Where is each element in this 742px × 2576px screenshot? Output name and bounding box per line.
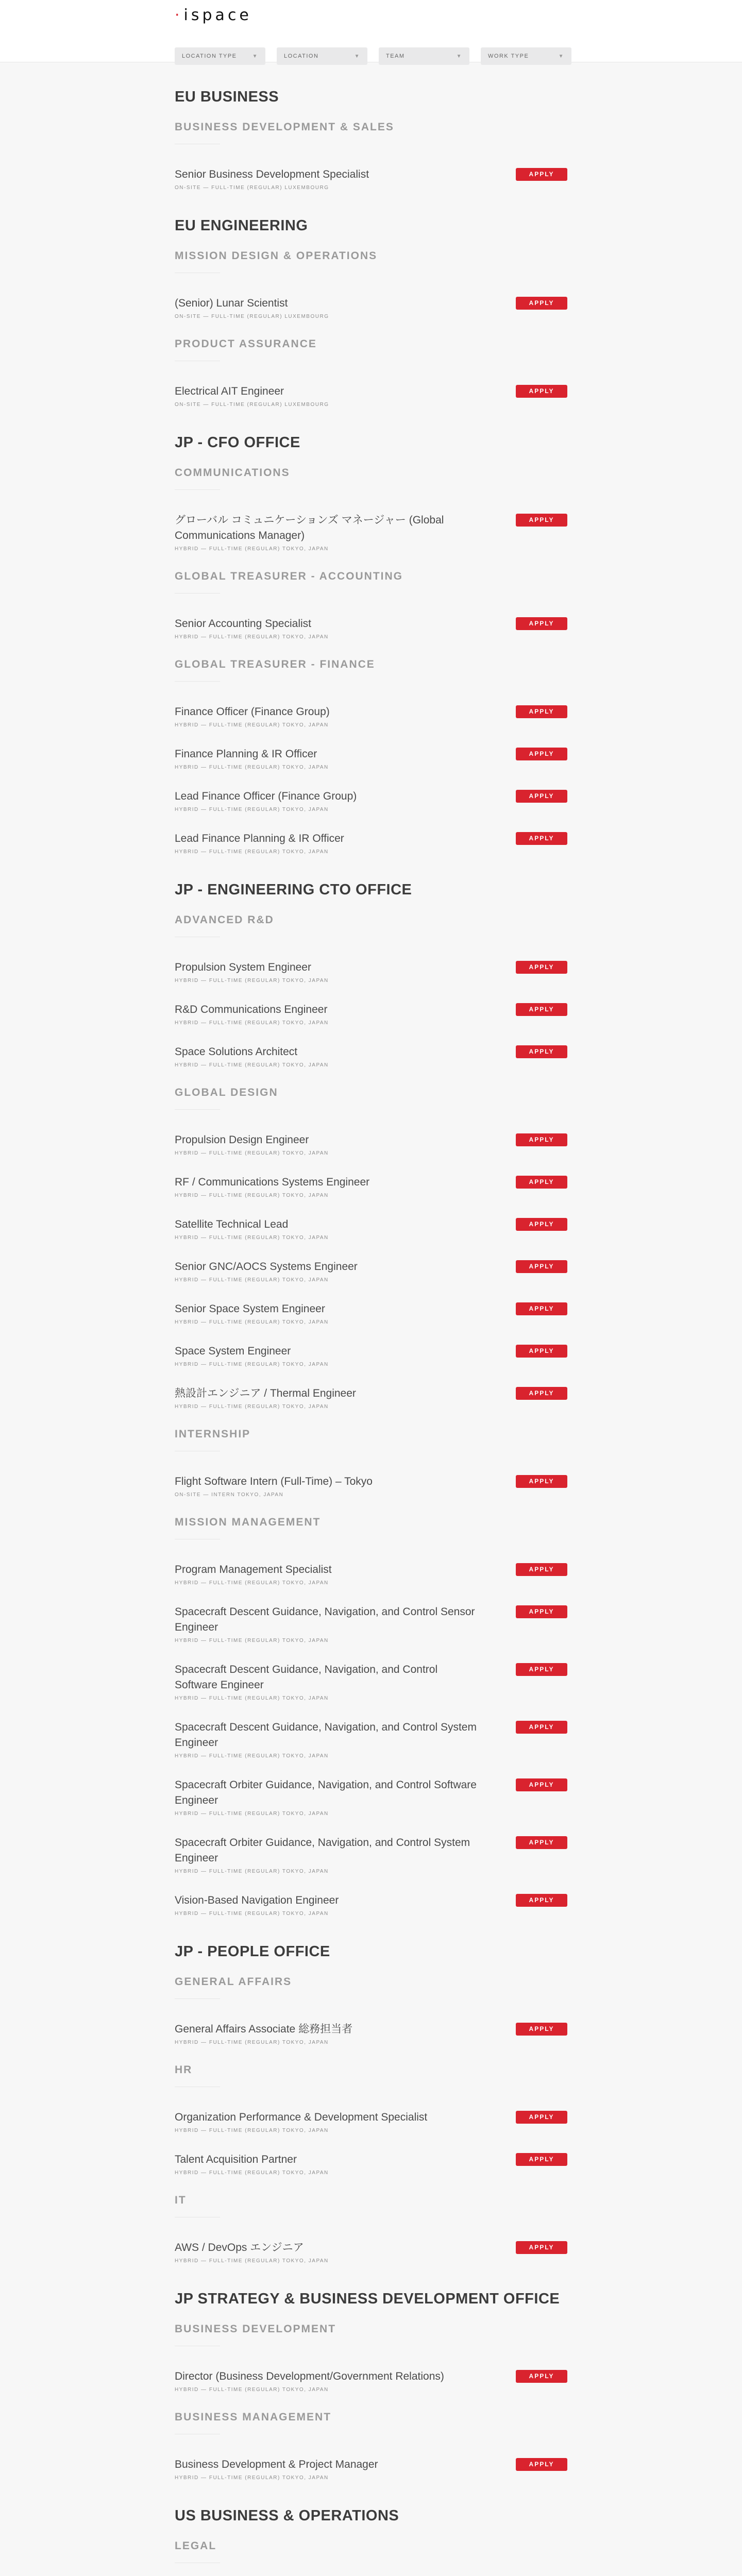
- team-heading: GLOBAL TREASURER - FINANCE: [175, 658, 567, 682]
- job-posting: [175, 704, 567, 728]
- job-meta: HYBRID — FULL-TIME (REGULAR) TOKYO, JAPAN: [175, 1869, 329, 1874]
- job-posting: [175, 747, 567, 770]
- job-posting: [175, 1662, 567, 1701]
- job-meta: HYBRID — FULL-TIME (REGULAR) TOKYO, JAPAN: [175, 1753, 329, 1759]
- department-heading: JP - ENGINEERING CTO OFFICE: [175, 882, 412, 898]
- job-posting-info: [175, 1604, 479, 1643]
- job-posting: [175, 1217, 567, 1241]
- apply-button[interactable]: APPLY: [516, 705, 567, 718]
- job-meta: HYBRID — FULL-TIME (REGULAR) TOKYO, JAPAN: [175, 849, 329, 855]
- job-title-link[interactable]: R&D Communications Engineer: [175, 1004, 328, 1015]
- team-heading: LEGAL: [175, 2540, 567, 2563]
- job-posting: [175, 2369, 567, 2393]
- job-posting: [175, 1301, 567, 1325]
- job-meta: HYBRID — FULL-TIME (REGULAR) TOKYO, JAPAN: [175, 1193, 329, 1198]
- filter-label: LOCATION TYPE: [182, 53, 237, 59]
- apply-button[interactable]: APPLY: [516, 1345, 567, 1358]
- job-posting: [175, 2240, 567, 2264]
- job-title-link[interactable]: (Senior) Lunar Scientist: [175, 297, 288, 309]
- job-posting-info: [175, 2152, 479, 2176]
- job-meta: HYBRID — FULL-TIME (REGULAR) TOKYO, JAPAN: [175, 1580, 329, 1586]
- job-posting-info: [175, 616, 479, 640]
- apply-button[interactable]: APPLY: [516, 2370, 567, 2383]
- job-title-link[interactable]: Senior Space System Engineer: [175, 1303, 325, 1315]
- apply-button[interactable]: APPLY: [516, 832, 567, 845]
- team-heading: IT: [175, 2194, 567, 2217]
- job-title-link[interactable]: Lead Finance Officer (Finance Group): [175, 790, 357, 802]
- job-meta: HYBRID — FULL-TIME (REGULAR) TOKYO, JAPAN: [175, 546, 329, 552]
- job-posting-info: [175, 1835, 479, 1874]
- job-posting-info: [175, 1386, 479, 1410]
- job-title-link[interactable]: Finance Planning & IR Officer: [175, 748, 317, 760]
- job-posting: [175, 960, 567, 984]
- chevron-down-icon: ▼: [252, 53, 258, 59]
- job-posting: [175, 2152, 567, 2176]
- job-meta: HYBRID — FULL-TIME (REGULAR) TOKYO, JAPAN: [175, 1911, 329, 1917]
- apply-button[interactable]: APPLY: [516, 1563, 567, 1576]
- apply-button[interactable]: APPLY: [516, 961, 567, 974]
- job-meta: HYBRID — FULL-TIME (REGULAR) TOKYO, JAPAN: [175, 1150, 329, 1156]
- logo-accent-dot: ·: [175, 6, 183, 24]
- job-meta: HYBRID — FULL-TIME (REGULAR) TOKYO, JAPAN: [175, 722, 329, 728]
- apply-button[interactable]: APPLY: [516, 617, 567, 630]
- job-posting: [175, 513, 567, 552]
- job-posting-info: [175, 513, 479, 552]
- company-logo[interactable]: [175, 6, 252, 24]
- apply-button[interactable]: APPLY: [516, 514, 567, 527]
- department-heading: EU BUSINESS: [175, 89, 279, 105]
- job-meta: HYBRID — FULL-TIME (REGULAR) TOKYO, JAPAN: [175, 1062, 329, 1068]
- job-meta: HYBRID — FULL-TIME (REGULAR) TOKYO, JAPAN: [175, 1696, 329, 1701]
- job-posting-info: [175, 1301, 479, 1325]
- job-posting: [175, 1002, 567, 1026]
- apply-button[interactable]: APPLY: [516, 2241, 567, 2254]
- job-posting-info: [175, 1777, 479, 1817]
- job-posting-info: [175, 2110, 479, 2133]
- logo-text: ispace: [183, 6, 252, 24]
- team-heading: MISSION MANAGEMENT: [175, 1516, 567, 1539]
- team-heading: PRODUCT ASSURANCE: [175, 338, 567, 361]
- apply-button[interactable]: APPLY: [516, 1133, 567, 1146]
- job-title-link[interactable]: Flight Software Intern (Full-Time) – Tokyo: [175, 1476, 373, 1487]
- job-title-link[interactable]: Spacecraft Orbiter Guidance, Navigation, and Control System Engineer: [175, 1837, 470, 1864]
- apply-button[interactable]: APPLY: [516, 2153, 567, 2166]
- job-title-link[interactable]: Lead Finance Planning & IR Officer: [175, 833, 344, 844]
- job-title-link[interactable]: Senior Accounting Specialist: [175, 618, 311, 630]
- job-meta: ON-SITE — INTERN TOKYO, JAPAN: [175, 1492, 284, 1498]
- job-title-link[interactable]: Organization Performance & Development Specialist: [175, 2111, 428, 2123]
- team-heading: MISSION DESIGN & OPERATIONS: [175, 250, 567, 273]
- department-heading: JP - CFO OFFICE: [175, 434, 300, 451]
- job-posting-info: [175, 831, 479, 855]
- job-title-link[interactable]: Electrical AIT Engineer: [175, 385, 284, 397]
- job-title-link[interactable]: Propulsion Design Engineer: [175, 1134, 309, 1146]
- job-title-link[interactable]: Spacecraft Orbiter Guidance, Navigation, and Control Software Engineer: [175, 1779, 477, 1806]
- job-title-link[interactable]: Spacecraft Descent Guidance, Navigation, and Control Software Engineer: [175, 1664, 438, 1691]
- apply-button[interactable]: APPLY: [516, 385, 567, 398]
- job-posting: [175, 1835, 567, 1874]
- apply-button[interactable]: APPLY: [516, 2111, 567, 2124]
- job-title-link[interactable]: RF / Communications Systems Engineer: [175, 1176, 370, 1188]
- apply-button[interactable]: APPLY: [516, 2458, 567, 2471]
- apply-button[interactable]: APPLY: [516, 1475, 567, 1488]
- job-posting-info: [175, 1002, 479, 1026]
- team-heading: GLOBAL TREASURER - ACCOUNTING: [175, 570, 567, 594]
- team-heading: BUSINESS DEVELOPMENT & SALES: [175, 121, 567, 144]
- job-meta: HYBRID — FULL-TIME (REGULAR) TOKYO, JAPAN: [175, 2128, 329, 2133]
- job-posting: [175, 2457, 567, 2481]
- job-title-link[interactable]: Space System Engineer: [175, 1345, 291, 1357]
- apply-button[interactable]: APPLY: [516, 1218, 567, 1231]
- job-posting-info: [175, 960, 479, 984]
- job-posting-info: [175, 1344, 479, 1367]
- job-title-link[interactable]: Business Development & Project Manager: [175, 2459, 378, 2470]
- job-posting: [175, 384, 567, 408]
- job-posting-info: [175, 1562, 479, 1586]
- department-heading: JP STRATEGY & BUSINESS DEVELOPMENT OFFICE: [175, 2291, 560, 2307]
- job-title-link[interactable]: 熱設計エンジニア / Thermal Engineer: [175, 1387, 356, 1399]
- job-posting-info: [175, 384, 479, 408]
- job-posting: [175, 2110, 567, 2133]
- job-posting-info: [175, 1175, 479, 1198]
- job-meta: HYBRID — FULL-TIME (REGULAR) TOKYO, JAPAN: [175, 2475, 329, 2481]
- apply-button[interactable]: APPLY: [516, 748, 567, 760]
- team-heading: COMMUNICATIONS: [175, 467, 567, 490]
- job-title-link[interactable]: Director (Business Development/Government Relations): [175, 2370, 444, 2382]
- job-posting-info: [175, 1474, 479, 1498]
- job-posting: [175, 1044, 567, 1068]
- job-meta: HYBRID — FULL-TIME (REGULAR) TOKYO, JAPAN: [175, 1020, 329, 1026]
- job-title-link[interactable]: Program Management Specialist: [175, 1564, 332, 1575]
- job-posting: [175, 1893, 567, 1917]
- apply-button[interactable]: APPLY: [516, 1894, 567, 1907]
- chevron-down-icon: ▼: [456, 53, 462, 59]
- job-meta: HYBRID — FULL-TIME (REGULAR) TOKYO, JAPAN: [175, 1235, 329, 1241]
- apply-button[interactable]: APPLY: [516, 297, 567, 310]
- apply-button[interactable]: APPLY: [516, 1045, 567, 1058]
- job-posting: [175, 167, 567, 191]
- filter-label: LOCATION: [284, 53, 319, 59]
- job-title-link[interactable]: Spacecraft Descent Guidance, Navigation, and Control Sensor Engineer: [175, 1606, 475, 1633]
- job-posting: [175, 1562, 567, 1586]
- job-posting: [175, 1720, 567, 1759]
- department-heading: JP - PEOPLE OFFICE: [175, 1943, 330, 1960]
- apply-button[interactable]: APPLY: [516, 790, 567, 803]
- job-posting-info: [175, 1662, 479, 1701]
- apply-button[interactable]: APPLY: [516, 1302, 567, 1315]
- job-meta: HYBRID — FULL-TIME (REGULAR) TOKYO, JAPAN: [175, 1638, 329, 1643]
- job-title-link[interactable]: Senior Business Development Specialist: [175, 168, 369, 180]
- chevron-down-icon: ▼: [354, 53, 360, 59]
- apply-button[interactable]: APPLY: [516, 1003, 567, 1016]
- team-heading: HR: [175, 2064, 567, 2087]
- job-posting-info: [175, 2369, 479, 2393]
- team-heading: GENERAL AFFAIRS: [175, 1976, 567, 1999]
- job-meta: HYBRID — FULL-TIME (REGULAR) TOKYO, JAPAN: [175, 2040, 329, 2045]
- job-meta: HYBRID — FULL-TIME (REGULAR) TOKYO, JAPAN: [175, 1811, 329, 1817]
- job-title-link[interactable]: General Affairs Associate 総務担当者: [175, 2023, 353, 2035]
- apply-button[interactable]: APPLY: [516, 1663, 567, 1676]
- chevron-down-icon: ▼: [558, 53, 564, 59]
- job-meta: HYBRID — FULL-TIME (REGULAR) TOKYO, JAPAN: [175, 2170, 329, 2176]
- team-heading: GLOBAL DESIGN: [175, 1087, 567, 1110]
- job-meta: HYBRID — FULL-TIME (REGULAR) TOKYO, JAPAN: [175, 807, 329, 812]
- job-posting-info: [175, 1259, 479, 1283]
- job-title-link[interactable]: AWS / DevOps エンジニア: [175, 2242, 304, 2253]
- job-posting: [175, 1132, 567, 1156]
- job-posting-info: [175, 747, 479, 770]
- apply-button[interactable]: APPLY: [516, 1721, 567, 1734]
- job-meta: ON-SITE — FULL-TIME (REGULAR) LUXEMBOURG: [175, 402, 329, 408]
- apply-button[interactable]: APPLY: [516, 2023, 567, 2036]
- apply-button[interactable]: APPLY: [516, 1605, 567, 1618]
- job-posting: [175, 1604, 567, 1643]
- team-heading: BUSINESS DEVELOPMENT: [175, 2323, 567, 2346]
- apply-button[interactable]: APPLY: [516, 1260, 567, 1273]
- job-meta: ON-SITE — FULL-TIME (REGULAR) LUXEMBOURG: [175, 314, 329, 319]
- apply-button[interactable]: APPLY: [516, 1836, 567, 1849]
- job-title-link[interactable]: Satellite Technical Lead: [175, 1218, 289, 1230]
- job-title-link[interactable]: グローバル コミュニケーションズ マネージャー (Global Communications Manager): [175, 514, 444, 541]
- department-heading: US BUSINESS & OPERATIONS: [175, 2507, 399, 2524]
- job-meta: HYBRID — FULL-TIME (REGULAR) TOKYO, JAPAN: [175, 1277, 329, 1283]
- job-meta: HYBRID — FULL-TIME (REGULAR) TOKYO, JAPAN: [175, 978, 329, 984]
- job-meta: HYBRID — FULL-TIME (REGULAR) TOKYO, JAPAN: [175, 1404, 329, 1410]
- team-heading: ADVANCED R&D: [175, 914, 567, 937]
- job-meta: HYBRID — FULL-TIME (REGULAR) TOKYO, JAPAN: [175, 2387, 329, 2393]
- job-posting: [175, 1175, 567, 1198]
- job-posting-info: [175, 1217, 479, 1241]
- job-posting: [175, 1259, 567, 1283]
- job-title-link[interactable]: Space Solutions Architect: [175, 1046, 298, 1058]
- header: [0, 0, 742, 62]
- job-posting-info: [175, 167, 479, 191]
- apply-button[interactable]: APPLY: [516, 1778, 567, 1791]
- job-posting: [175, 1474, 567, 1498]
- job-posting: [175, 1386, 567, 1410]
- job-meta: HYBRID — FULL-TIME (REGULAR) TOKYO, JAPAN: [175, 1319, 329, 1325]
- job-posting-info: [175, 1132, 479, 1156]
- filter-label: TEAM: [386, 53, 405, 59]
- job-posting: [175, 296, 567, 319]
- job-posting-info: [175, 1893, 479, 1917]
- job-title-link[interactable]: Talent Acquisition Partner: [175, 2154, 297, 2165]
- job-meta: HYBRID — FULL-TIME (REGULAR) TOKYO, JAPAN: [175, 634, 329, 640]
- job-posting: [175, 1777, 567, 1817]
- job-title-link[interactable]: Propulsion System Engineer: [175, 961, 311, 973]
- job-meta: HYBRID — FULL-TIME (REGULAR) TOKYO, JAPAN: [175, 765, 329, 770]
- team-heading: BUSINESS MANAGEMENT: [175, 2411, 567, 2434]
- job-posting: [175, 2022, 567, 2045]
- team-heading: INTERNSHIP: [175, 1428, 567, 1451]
- job-meta: HYBRID — FULL-TIME (REGULAR) TOKYO, JAPAN: [175, 1362, 329, 1367]
- postings-list: [175, 62, 567, 2576]
- job-posting: [175, 616, 567, 640]
- job-posting: [175, 1344, 567, 1367]
- job-posting-info: [175, 2240, 479, 2264]
- apply-button[interactable]: APPLY: [516, 1176, 567, 1189]
- job-meta: ON-SITE — FULL-TIME (REGULAR) LUXEMBOURG: [175, 185, 329, 191]
- job-title-link[interactable]: Finance Officer (Finance Group): [175, 706, 330, 718]
- job-posting-info: [175, 1720, 479, 1759]
- job-meta: HYBRID — FULL-TIME (REGULAR) TOKYO, JAPAN: [175, 2258, 329, 2264]
- job-posting: [175, 831, 567, 855]
- job-posting-info: [175, 296, 479, 319]
- job-posting-info: [175, 2457, 479, 2481]
- job-posting-info: [175, 789, 479, 812]
- job-title-link[interactable]: Senior GNC/AOCS Systems Engineer: [175, 1261, 358, 1273]
- job-posting-info: [175, 2022, 479, 2045]
- department-heading: EU ENGINEERING: [175, 217, 308, 234]
- job-title-link[interactable]: Spacecraft Descent Guidance, Navigation, and Control System Engineer: [175, 1721, 477, 1749]
- filter-label: WORK TYPE: [488, 53, 529, 59]
- job-posting-info: [175, 704, 479, 728]
- job-posting-info: [175, 1044, 479, 1068]
- job-posting: [175, 789, 567, 812]
- apply-button[interactable]: APPLY: [516, 168, 567, 181]
- job-title-link[interactable]: Vision-Based Navigation Engineer: [175, 1894, 339, 1906]
- apply-button[interactable]: APPLY: [516, 1387, 567, 1400]
